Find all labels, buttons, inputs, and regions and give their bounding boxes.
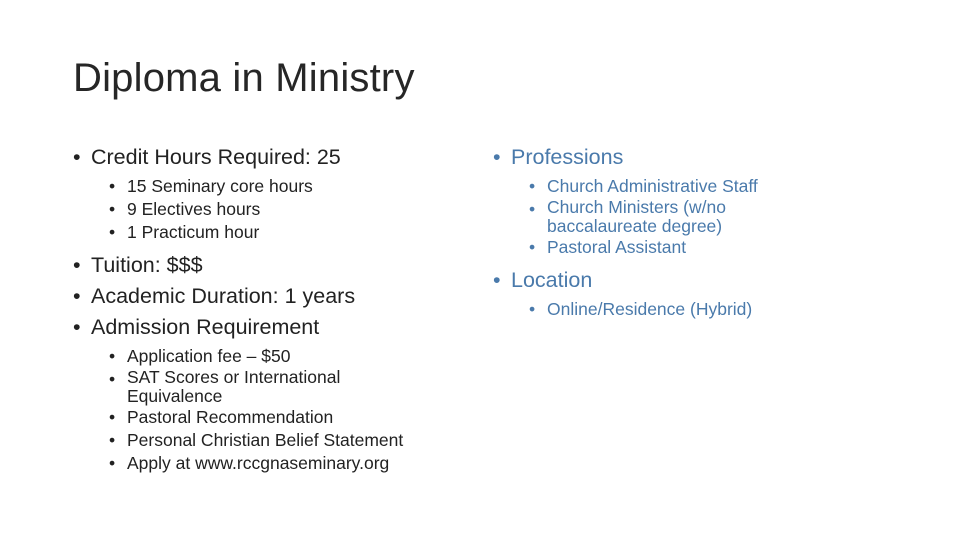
credit-hours-sublist: [73, 175, 473, 244]
bullet-text: Professions: [511, 145, 624, 169]
sub-bullet-text: Apply at www.rccgnaseminary.org: [127, 453, 390, 473]
admission-sublist: [73, 345, 473, 475]
left-bullet-list: [73, 142, 473, 475]
bullet-dot-icon: •: [109, 453, 116, 473]
bullet-dot-icon: •: [109, 346, 116, 366]
sub-bullet-text: 1 Practicum hour: [127, 222, 260, 242]
sub-bullet: [109, 221, 473, 244]
bullet-dot-icon: •: [109, 199, 116, 219]
bullet-dot-icon: •: [73, 145, 81, 169]
bullet-dot-icon: •: [73, 284, 81, 308]
professions-sublist: [493, 175, 893, 259]
sub-bullet-text: Online/Residence (Hybrid): [547, 299, 753, 319]
sub-bullet: [109, 429, 473, 452]
bullet-credit-hours: [73, 142, 473, 173]
sub-bullet: [529, 175, 893, 198]
bullet-dot-icon: •: [109, 430, 116, 450]
bullet-dot-icon: •: [529, 176, 536, 196]
sub-bullet: [109, 345, 473, 368]
sub-bullet: [109, 452, 473, 475]
bullet-dot-icon: •: [493, 268, 501, 292]
left-column: [73, 142, 473, 481]
bullet-text: Academic Duration: 1 years: [91, 284, 356, 308]
sub-bullet-text: 9 Electives hours: [127, 199, 261, 219]
bullet-text: Tuition: $$$: [91, 253, 203, 277]
right-bullet-list: [493, 142, 893, 321]
bullet-academic-duration: [73, 281, 473, 312]
right-column: [493, 142, 893, 327]
bullet-dot-icon: •: [109, 407, 116, 427]
sub-bullet: [109, 198, 473, 221]
bullet-dot-icon: •: [529, 237, 536, 257]
bullet-text: Admission Requirement: [91, 315, 320, 339]
bullet-tuition: [73, 250, 473, 281]
sub-bullet-text: Personal Christian Belief Statement: [127, 430, 404, 450]
bullet-dot-icon: •: [493, 145, 501, 169]
sub-bullet: [109, 406, 473, 429]
sub-bullet: [529, 198, 777, 236]
sub-bullet-text: 15 Seminary core hours: [127, 176, 313, 196]
bullet-dot-icon: •: [73, 315, 81, 339]
sub-bullet: [109, 368, 387, 406]
sub-bullet-text: Pastoral Recommendation: [127, 407, 334, 427]
bullet-location: [493, 265, 893, 296]
location-sublist: [493, 298, 893, 321]
sub-bullet: [529, 298, 893, 321]
sub-bullet-text: Pastoral Assistant: [547, 237, 687, 257]
bullet-dot-icon: •: [529, 199, 536, 219]
sub-bullet-text: Church Ministers (w/no baccalaureate degree): [547, 197, 726, 236]
bullet-dot-icon: •: [109, 222, 116, 242]
sub-bullet-text: SAT Scores or International Equivalence: [127, 367, 341, 406]
bullet-dot-icon: •: [529, 299, 536, 319]
sub-bullet-text: Church Administrative Staff: [547, 176, 758, 196]
sub-bullet-text: Application fee – $50: [127, 346, 291, 366]
bullet-dot-icon: •: [109, 176, 116, 196]
sub-bullet: [109, 175, 473, 198]
bullet-text: Location: [511, 268, 593, 292]
sub-bullet: [529, 236, 893, 259]
bullet-dot-icon: •: [73, 253, 81, 277]
bullet-text: Credit Hours Required: 25: [91, 145, 341, 169]
bullet-professions: [493, 142, 893, 173]
bullet-dot-icon: •: [109, 369, 116, 389]
bullet-admission-requirement: [73, 312, 473, 343]
slide-title: Diploma in Ministry: [73, 56, 415, 100]
